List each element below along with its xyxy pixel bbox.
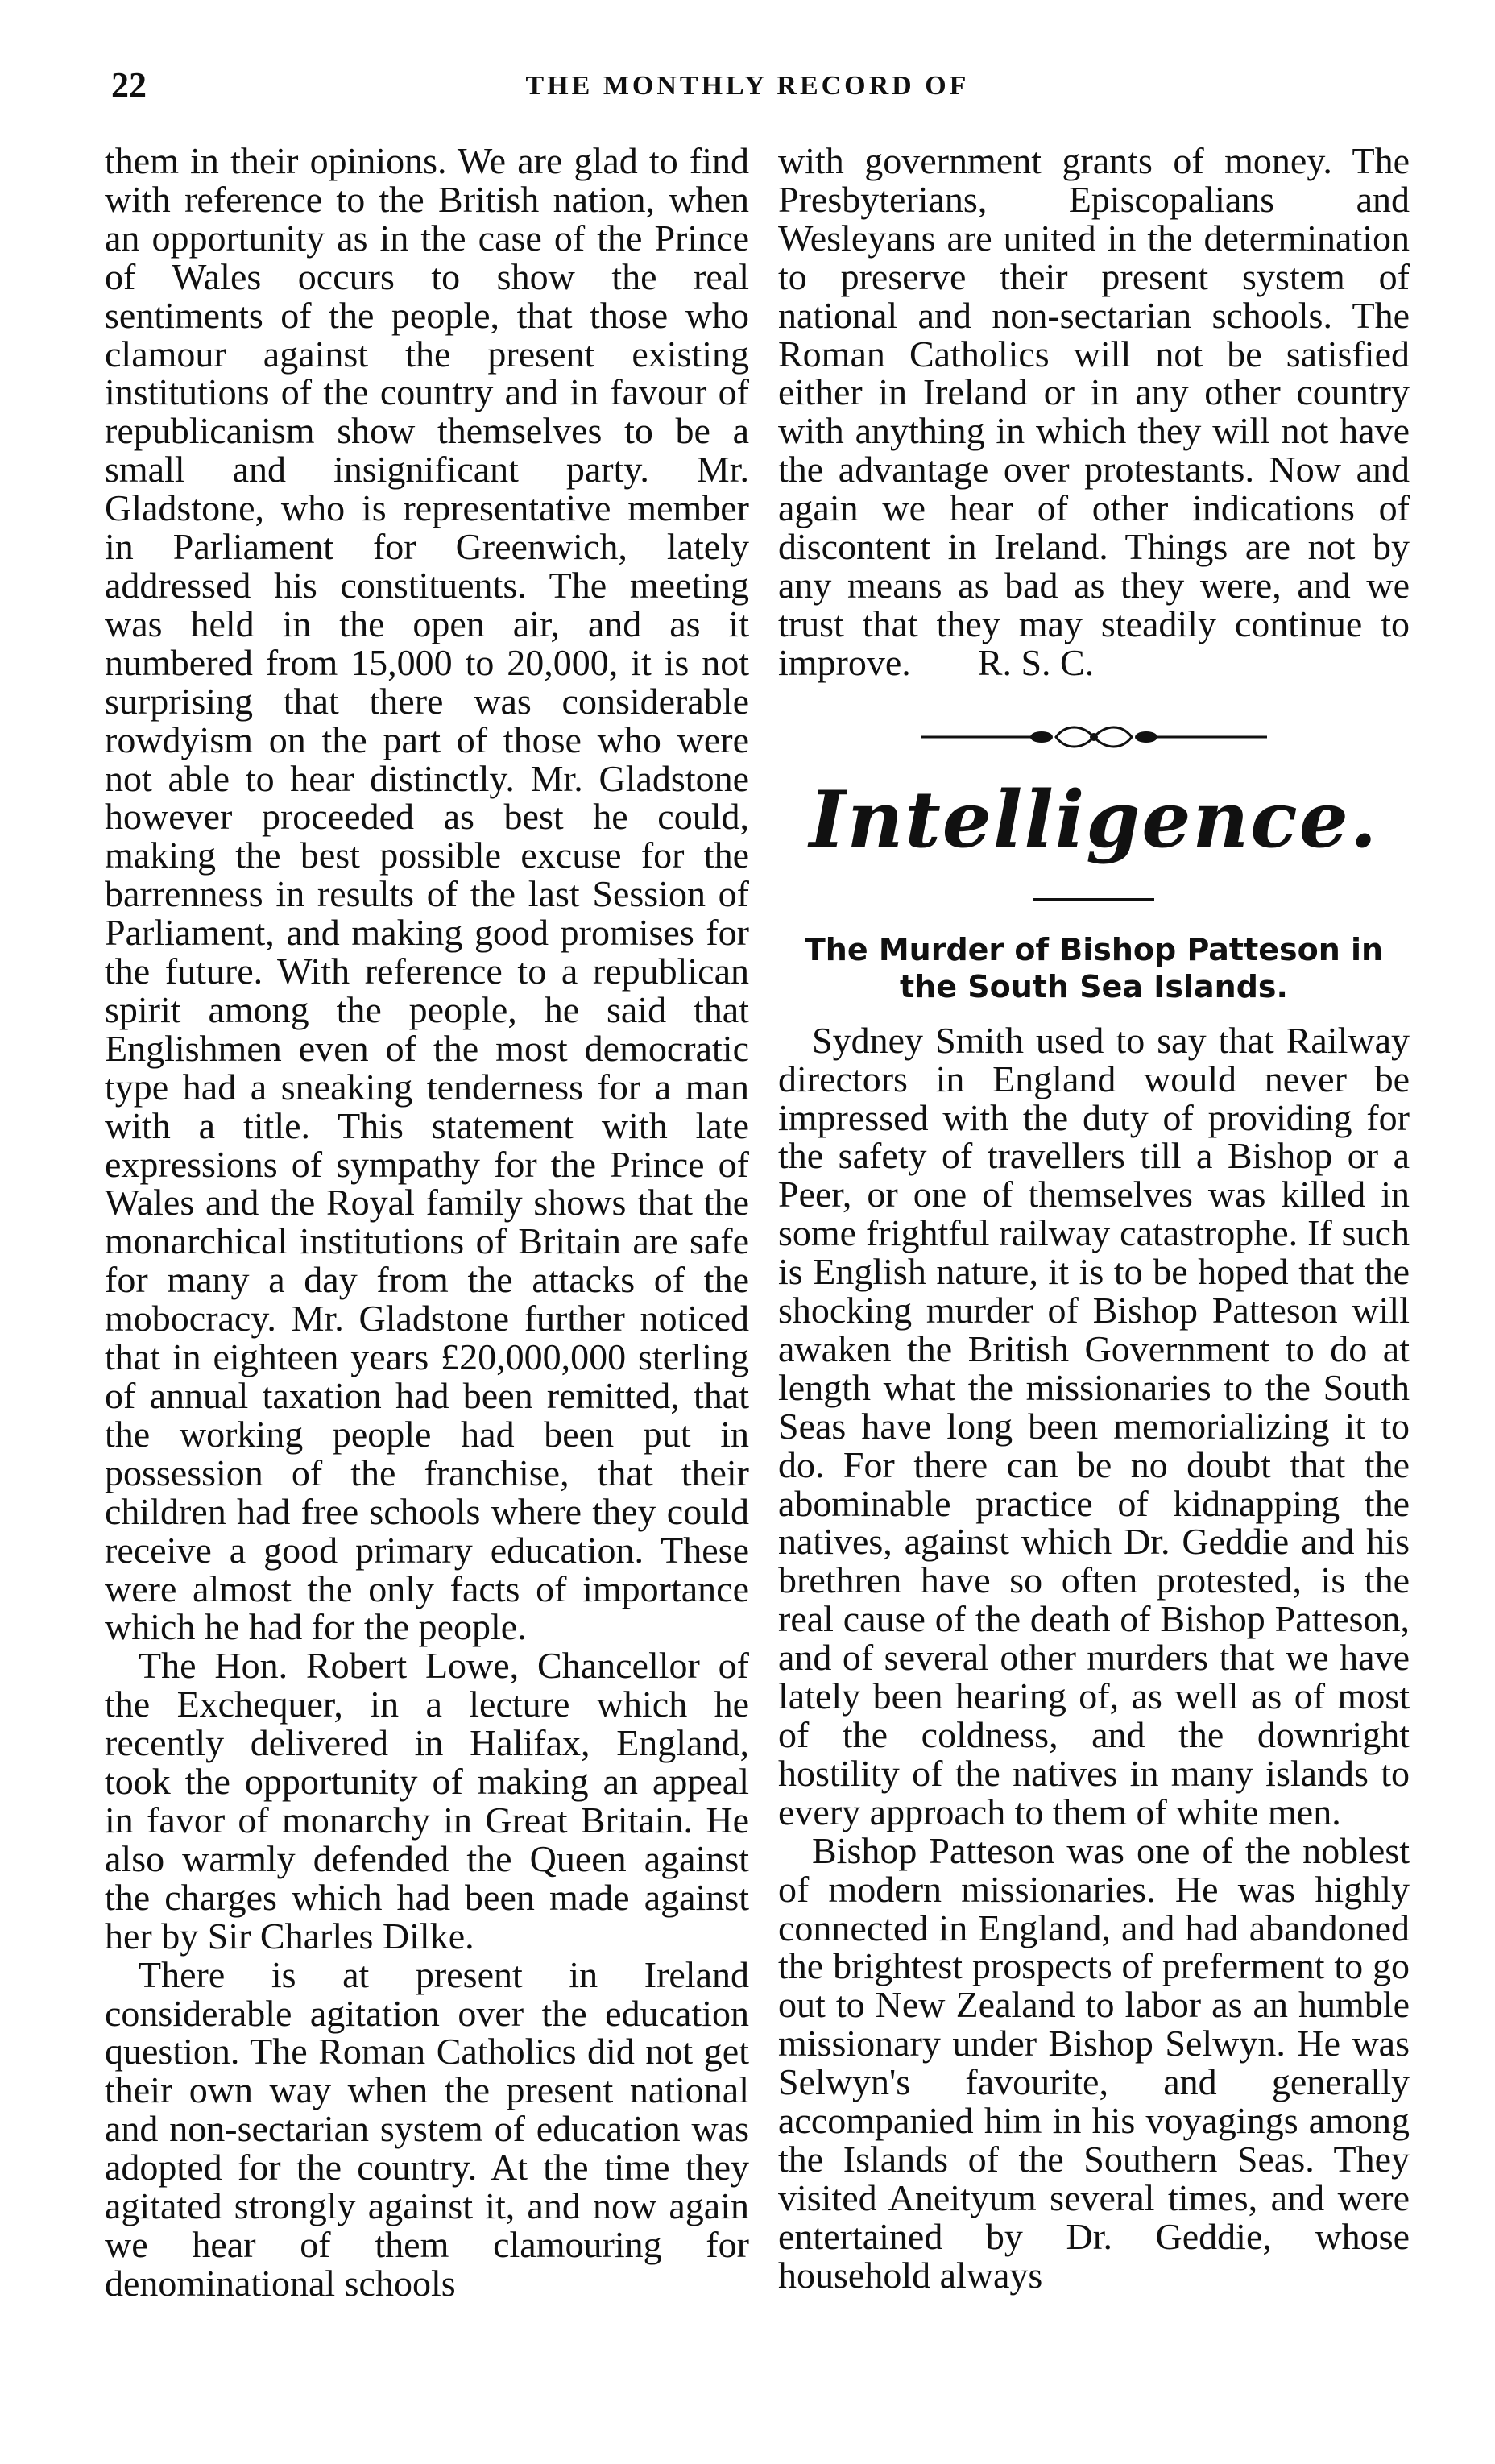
running-head: THE MONTHLY RECORD OF bbox=[525, 71, 970, 101]
right-column bbox=[778, 142, 1410, 2295]
paragraph: Bishop Patteson was one of the noblest of modern missionaries. He was highly connected in England, and had abandoned the brightest prospects of preferment to go out to New Zealand to labor as an humble missionary under Bishop Selwyn. He was Selwyn's favourite, and generally accompanied him in his voyagings among the Islands of the Southern Seas. They visited Aneityum several times, and were entertained by Dr. Geddie, whose household always bbox=[778, 1829, 1410, 2296]
section-heading: Intelligence. bbox=[809, 773, 1379, 865]
paragraph: Sydney Smith used to say that Railway directors in England would never be impressed with the duty of providing for the safety of travellers till a Bishop or a Peer, or one of themselves was killed in some frightful railway catastrophe. If such is English nature, it is to be hoped that the shocking murder of Bishop Patteson will awaken the British Government to do at length what the missionaries to the South Seas have long been memorializing it to do. For there can be no doubt that the abominable practice of kidnapping the natives, against which Dr. Geddie and his brethren have so often protested, is the real cause of the death of Bishop Patteson, and of several other murders that we have lately been hearing of, as well as of most of the coldness, and the downright hostility of the natives in many islands to every approach to them of white men. bbox=[778, 1019, 1410, 1832]
left-column bbox=[105, 142, 749, 2303]
paragraph: The Hon. Robert Lowe, Chancellor of the Exchequer, in a lecture which he recently delivered in Halifax, England, took the opportunity of making an appeal in favor of monarchy in Great Britain. He also warmly defended the Queen against the charges which had been made against her by Sir Charles Dilke. bbox=[105, 1645, 749, 1957]
author-signature: R. S. C. bbox=[977, 641, 1095, 683]
heading-rule bbox=[1033, 898, 1154, 901]
paragraph: them in their opinions. We are glad to find with reference to the British nation, when an opportunity as in the case of the Prince of Wales occurs to show the real sentiments of the people, that those who clamour against the present existing institutions of the country and in favour of republicanism show themselves to be a small and insignificant party. Mr. Gladstone, who is representative member in Parliament for Greenwich, lately addressed his constituents. The meeting was held in the open air, and as it numbered from 15,000 to 20,000, it is not surprising that there was considerable rowdyism on the part of those who were not able to hear distinctly. Mr. Gladstone however proceeded as best he could, making the best possible excuse for the barrenness in results of the last Session of Parliament, and making good promises for the future. With reference to a republican spirit among the people, he said that Englishmen even of the most democratic type had a sneaking tenderness for a man with a title. This statement with late expressions of sympathy for the Prince of Wales and the Royal family shows that the monarchical institutions of Britain are safe for many a day from the attacks of the mobocracy. Mr. Gladstone further noticed that in eighteen years £20,000,000 sterling of annual taxation had been remitted, that the working people had been put in possession of the franchise, that their children had free schools where they could receive a good primary education. These were almost the only facts of importance which he had for the people. bbox=[105, 140, 749, 1648]
page-number: 22 bbox=[111, 65, 147, 105]
ornament-divider-icon bbox=[921, 721, 1267, 753]
paragraph: There is at present in Ireland considerable agitation over the education question. The Roman Catholics did not get their own way when the present national and non-sectarian system of education was adopted for the country. At the time they agitated strongly against it, and now again we hear of them clamouring for denominational schools bbox=[105, 1953, 749, 2304]
paragraph-text: with government grants of money. The Presbyterians, Episcopalians and Wesleyans are united in the determination to preserve their present system of national and non-sectarian schools. The Roman Catholics will not be satisfied either in Ireland or in any other country with anything in which they will not have the advantage over protestants. Now and again we hear of other indications of discontent in Ireland. Things are not by any means as bad as they were, and we trust that they may steadily continue to improve. bbox=[778, 140, 1410, 683]
continued-paragraph bbox=[778, 142, 1410, 682]
article-title: The Murder of Bishop Patteson in the South Sea Islands. bbox=[804, 931, 1384, 1004]
